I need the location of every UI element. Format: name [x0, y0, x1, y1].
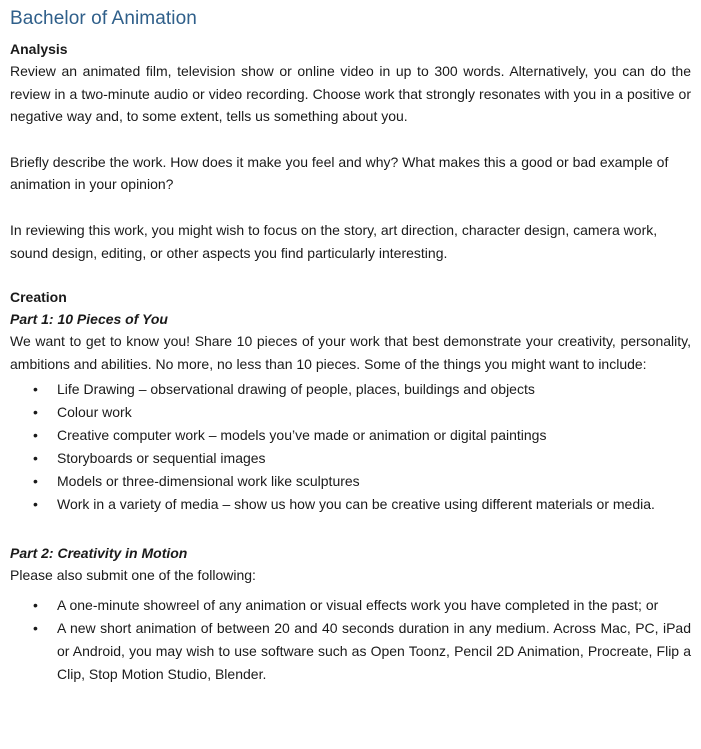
list-item: [10, 447, 691, 470]
bullet-icon: •: [33, 619, 38, 636]
bullet-icon: •: [33, 496, 38, 513]
list-item: [10, 493, 691, 516]
list-item: [10, 424, 691, 447]
list-item-text: A new short animation of between 20 and 40 seconds duration in any medium. Across Mac, PC, iPad or Android, you may wish to use software such as Open Toonz, Pencil 2D Animation, Procreate, Flip a Clip, Stop Motion Studio, Blender.: [57, 619, 691, 682]
spacer: [10, 264, 691, 286]
list-item: [10, 470, 691, 493]
bullet-icon: •: [33, 427, 38, 444]
bullet-icon: •: [33, 450, 38, 467]
bullet-icon: •: [33, 404, 38, 421]
analysis-paragraph-1: Review an animated film, television show or online video in up to 300 words. Alternatively, you can do the review in a two-minute audio or video recording. Choose work that strongly resonates with you in a positive or negative way and, to some extent, tells us something about you.: [10, 63, 691, 125]
list-item-text: Colour work: [57, 404, 132, 421]
list-item-text: A one-minute showreel of any animation or visual effects work you have completed in the past; or: [57, 596, 659, 613]
bullet-icon: •: [33, 473, 38, 490]
part2-heading: Part 2: Creativity in Motion: [10, 545, 188, 562]
list-item: [10, 594, 691, 617]
part1-heading: Part 1: 10 Pieces of You: [10, 311, 168, 328]
spacer: [10, 128, 691, 151]
creation-section: [10, 286, 691, 686]
list-item-text: Work in a variety of media – show us how you can be creative using different materials or media.: [57, 496, 655, 513]
list-item-text: Storyboards or sequential images: [57, 450, 266, 467]
list-item: [10, 617, 691, 686]
document-title: Bachelor of Animation: [10, 8, 197, 29]
bullet-icon: •: [33, 381, 38, 398]
list-item-text: Life Drawing – observational drawing of people, places, buildings and objects: [57, 381, 535, 398]
list-item-text: Creative computer work – models you’ve made or animation or digital paintings: [57, 427, 547, 444]
list-item: [10, 401, 691, 424]
bullet-icon: •: [33, 596, 38, 613]
part2-intro: Please also submit one of the following:: [10, 567, 256, 584]
list-item-text: Models or three-dimensional work like sculptures: [57, 473, 360, 490]
analysis-heading: Analysis: [10, 41, 68, 57]
spacer: [10, 516, 691, 542]
part1-list: [10, 378, 691, 516]
creation-heading: Creation: [10, 289, 67, 306]
list-item: [10, 378, 691, 401]
part1-intro: We want to get to know you! Share 10 pieces of your work that best demonstrate your creativity, personality, ambitions and abilities. No more, no less than 10 pieces. Some of the things you might want to include:: [10, 333, 691, 372]
part2-list: [10, 594, 691, 686]
spacer: [10, 196, 691, 219]
analysis-paragraph-2: Briefly describe the work. How does it make you feel and why? What makes this a good or bad example of animation in your opinion?: [10, 153, 669, 193]
analysis-paragraph-3: In reviewing this work, you might wish to focus on the story, art direction, character design, camera work, sound design, editing, or other aspects you find particularly interesting.: [10, 221, 658, 261]
analysis-section: [10, 38, 691, 264]
